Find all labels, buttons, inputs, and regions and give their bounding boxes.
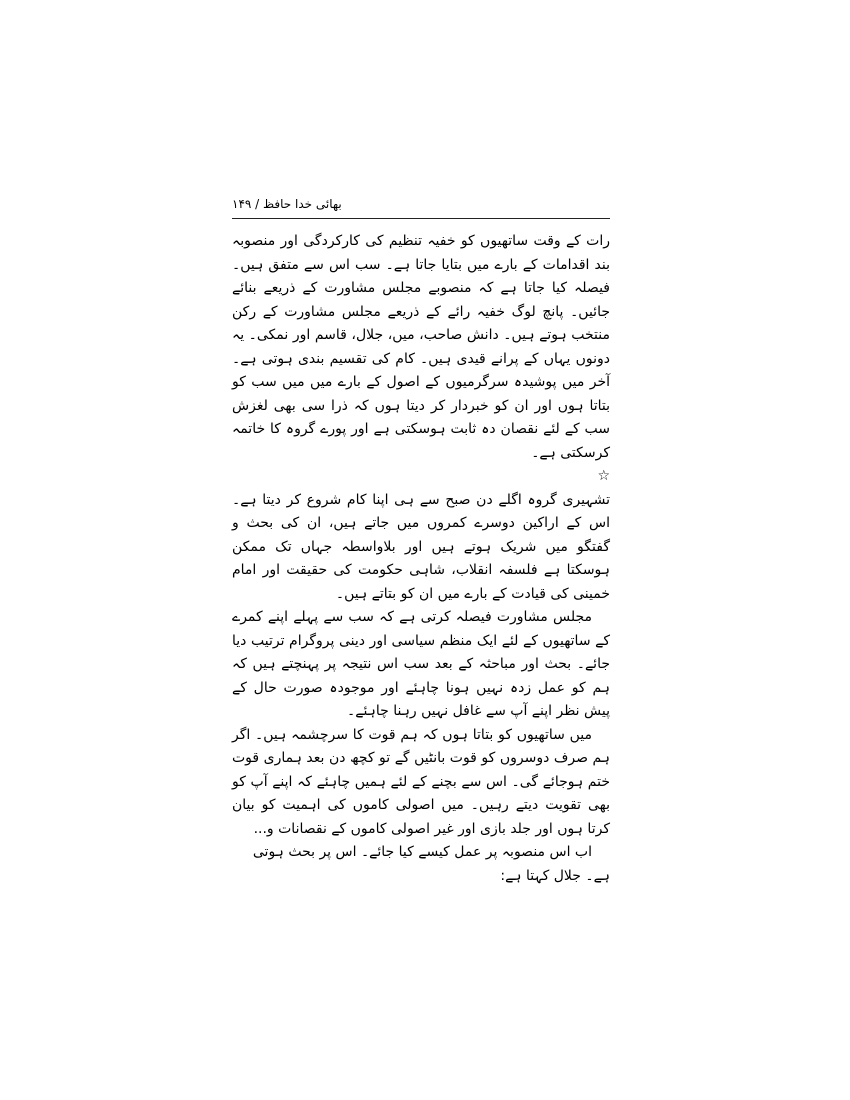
paragraph: رات کے وقت ساتھیوں کو خفیہ تنظیم کی کارکردگی اور منصوبہ بند اقدامات کے بارے میں بتایا جاتا ہے۔ سب اس سے متفق ہیں۔ فیصلہ کیا جاتا ہے کہ منصوبے مجلس مشاورت کے ذریعے بنائے جائیں۔ پانچ لوگ خفیہ رائے کے ذریعے مجلس مشاورت کے رکن منتخب ہوتے ہیں۔ دانش صاحب، میں، جلال، قاسم اور نمکی۔ یہ دونوں یہاں کے پرانے قیدی ہیں۔ کام کی تقسیم بندی ہوتی ہے۔ آخر میں پوشیدہ سرگرمیوں کے اصول کے بارے میں میں سب کو بتاتا ہوں اور ان کو خبردار کر دیتا ہوں کہ ذرا سی بھی لغزش سب کے لئے نقصان دہ ثابت ہوسکتی ہے اور پورے گروہ کا خاتمہ کرسکتی ہے۔ — [232, 233, 610, 461]
paragraph: تشہیری گروہ اگلے دن صبح سے ہی اپنا کام شروع کر دیتا ہے۔ اس کے اراکین دوسرے کمروں میں جاتے ہیں، ان کی بحث و گفتگو میں شریک ہوتے ہیں اور بلاواسطہ جہاں تک ممکن ہوسکتا ہے فلسفہ انقلاب، شاہی حکومت کی حقیقت اور امام خمینی کی قیادت کے بارے میں ان کو بتاتے ہیں۔ — [232, 491, 610, 602]
paragraph: میں ساتھیوں کو بتاتا ہوں کہ ہم قوت کا سرچشمہ ہیں۔ اگر ہم صرف دوسروں کو قوت بانٹیں گے تو کچھ دن بعد ہماری قوت ختم ہوجائے گی۔ اس سے بچنے کے لئے ہمیں چاہئے کہ اپنے آپ کو بھی تقویت دیتے رہیں۔ میں اصولی کاموں کی اہمیت کو بیان کرتا ہوں اور جلد بازی اور غیر اصولی کاموں کے نقصانات و... — [232, 726, 610, 837]
paragraph: مجلس مشاورت فیصلہ کرتی ہے کہ سب سے پہلے اپنے کمرے کے ساتھیوں کے لئے ایک منظم سیاسی اور دینی پروگرام ترتیب دیا جائے۔ بحث اور مباحثہ کے بعد سب اس نتیجہ پر پہنچتے ہیں کہ ہم کو عمل زدہ نہیں ہونا چاہئے اور موجودہ صورت حال کے پیش نظر اپنے آپ سے غافل نہیں رہنا چاہئے۔ — [232, 609, 610, 719]
paragraph: اب اس منصوبہ پر عمل کیسے کیا جائے۔ اس پر بحث ہوتی ہے۔ جلال کہتا ہے: — [252, 844, 610, 884]
page-body — [232, 230, 610, 888]
page-header — [232, 196, 610, 219]
star-separator-icon: ☆ — [597, 468, 610, 484]
running-head: بھائی خدا حافظ / ۱۴۹ — [232, 197, 342, 211]
